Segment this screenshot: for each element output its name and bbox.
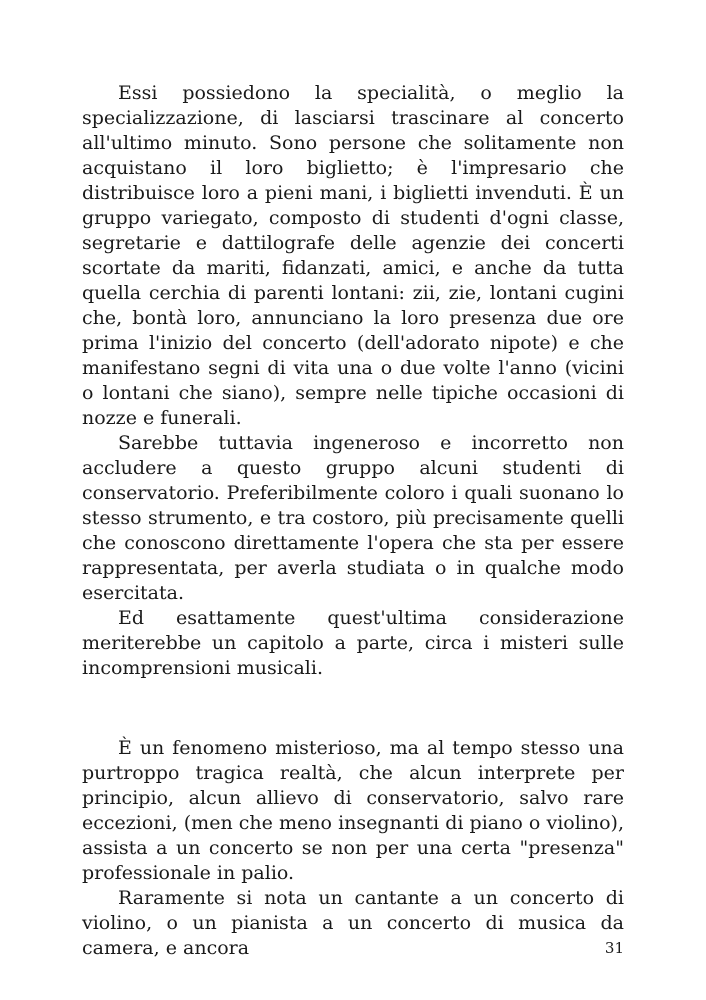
text-block <box>82 81 624 961</box>
page-number: 31 <box>604 939 624 957</box>
paragraph-5: Raramente si nota un cantante a un concerto di violino, o un pianista a un concerto di musica da camera, e ancora <box>82 887 624 959</box>
paragraph-4: È un fenomeno misterioso, ma al tempo stesso una purtroppo tragica realtà, che alcun interprete per principio, alcun allievo di conservatorio, salvo rare eccezioni, (men che meno insegnanti di piano o violino), assista a un concerto se non per una certa "presenza" professionale in palio. <box>82 737 624 884</box>
paragraph-2: Sarebbe tuttavia ingeneroso e incorretto non accludere a questo gruppo alcuni studenti di conservatorio. Preferibilmente coloro i quali suonano lo stesso strumento, e tra costoro, più precisamente quelli che conoscono direttamente l'opera che sta per essere rappresentata, per averla studiata o in qualche modo esercitata. <box>82 432 624 604</box>
paragraph-3: Ed esattamente quest'ultima considerazione meriterebbe un capitolo a parte, circa i misteri sulle incomprensioni musicali. <box>82 607 624 679</box>
paragraph-1: Essi possiedono la specialità, o meglio la specializzazione, di lasciarsi trascinare al concerto all'ultimo minuto. Sono persone che solitamente non acquistano il loro biglietto; è l'impresario che distribuisce loro a pieni mani, i biglietti invenduti. È un gruppo variegato, composto di studenti d'ogni classe, segretarie e dattilografe delle agenzie dei concerti scortate da mariti, fidanzati, amici, e anche da tutta quella cerchia di parenti lontani: zii, zie, lontani cugini che, bontà loro, annunciano la loro presenza due ore prima l'inizio del concerto (dell'adorato nipote) e che manifestano segni di vita una o due volte l'anno (vicini o lontani che siano), sempre nelle tipiche occasioni di nozze e funerali. <box>82 82 624 429</box>
